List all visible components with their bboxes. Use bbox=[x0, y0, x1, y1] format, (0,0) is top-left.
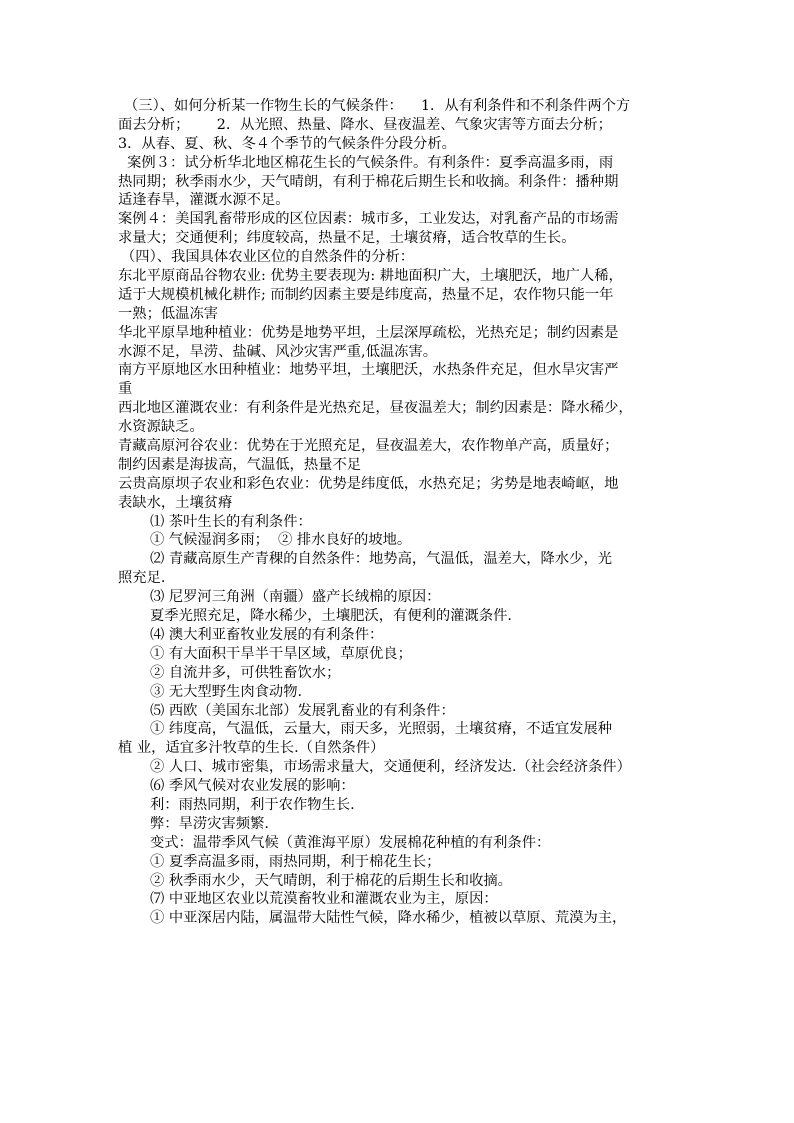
text-line: 3．从春、夏、秋、冬４个季节的气候条件分段分析。 bbox=[118, 135, 456, 152]
text-line: ③ 无大型野生肉食动物. bbox=[150, 683, 303, 700]
text-line: 弊：旱涝灾害频繁. bbox=[150, 815, 269, 832]
text-line: ① 夏季高温多雨，雨热同期，利于棉花生长； bbox=[150, 853, 441, 870]
text-line: 东北平原商品谷物农业: 优势主要表现为: 耕地面积广大，土壤肥沃，地广人稀， bbox=[118, 268, 623, 285]
text-line: 水资源缺乏。 bbox=[118, 419, 204, 436]
text-line: ⑺ 中亚地区农业以荒漠畜牧业和灌溉农业为主，原因： bbox=[150, 891, 498, 908]
text-line: 表缺水，土壤贫瘠 bbox=[118, 494, 233, 511]
text-line: 华北平原旱地种植业：优势是地势平坦，土层深厚疏松，光热充足；制约因素是 bbox=[118, 324, 619, 341]
text-line: 求量大；交通便利；纬度较高，热量不足，土壤贫瘠，适合牧草的生长。 bbox=[118, 230, 576, 247]
text-line: 青藏高原河谷农业：优势在于光照充足，昼夜温差大，农作物单产高，质量好； bbox=[118, 438, 619, 455]
text-line: ⑸ 西欧（美国东北部）发展乳畜业的有利条件： bbox=[150, 702, 455, 719]
text-line: 重 bbox=[118, 381, 133, 398]
text-line: ① 中亚深居内陆，属温带大陆性气候，降水稀少，植被以草原、荒漠为主， bbox=[150, 910, 627, 927]
text-line: 西北地区灌溉农业：有利条件是光热充足，昼夜温差大；制约因素是：降水稀少， bbox=[118, 400, 633, 417]
text-line: ⑵ 青藏高原生产青稞的自然条件：地势高，气温低，温差大，降水少，光 bbox=[150, 551, 613, 568]
text-line: ② 自流井多，可供牲畜饮水； bbox=[150, 664, 341, 681]
text-line: 案例４：美国乳畜带形成的区位因素：城市多，工业发达，对乳畜产品的市场需 bbox=[118, 211, 619, 228]
text-line: ① 有大面积干旱半干旱区域，草原优良； bbox=[150, 645, 412, 662]
text-line: 南方平原地区水田种植业：地势平坦，土壤肥沃，水热条件充足，但水旱灾害严 bbox=[118, 362, 619, 379]
text-line: （三）、如何分析某一作物生长的气候条件： 1．从有利条件和不利条件两个方 bbox=[124, 98, 631, 114]
text-line: ② 秋季雨水少，天气晴朗，利于棉花的后期生长和收摘。 bbox=[150, 872, 512, 889]
text-line: 照充足. bbox=[118, 570, 166, 587]
text-line: ⑷ 澳大利亚畜牧业发展的有利条件： bbox=[150, 626, 384, 643]
text-line: 案例３：试分析华北地区棉花生长的气候条件。有利条件：夏季高温多雨，雨 bbox=[118, 154, 614, 171]
text-line: 夏季光照充足，降水稀少，土壤肥沃，有便利的灌溉条件. bbox=[150, 608, 512, 625]
document-body bbox=[118, 97, 678, 928]
text-line: 水源不足，旱涝、盐碱、风沙灾害严重,低温冻害。 bbox=[118, 343, 438, 360]
text-line: 适逢春旱，灌溉水源不足。 bbox=[118, 192, 290, 209]
text-line: 云贵高原坝子农业和彩色农业：优势是纬度低，水热充足；劣势是地表崎岖，地 bbox=[118, 475, 619, 492]
text-line: 植 业，适宜多汁牧草的生长.（自然条件） bbox=[118, 740, 385, 757]
text-line: ⑴ 茶叶生长的有利条件： bbox=[150, 513, 312, 530]
text-line: 制约因素是海拔高，气温低，热量不足 bbox=[118, 456, 362, 473]
text-line: 热同期；秋季雨水少，天气晴朗，有利于棉花后期生长和收摘。利条件：播种期 bbox=[118, 173, 619, 190]
text-line: 一熟；低温冻害 bbox=[118, 305, 219, 322]
text-line: 利：雨热同期，利于农作物生长. bbox=[150, 796, 355, 813]
text-line: 面去分析； 2．从光照、热量、降水、昼夜温差、气象灾害等方面去分析； bbox=[118, 116, 612, 133]
text-line: ① 纬度高，气温低，云量大，雨天多，光照弱，土壤贫瘠，不适宜发展种 bbox=[150, 721, 613, 738]
text-line: ① 气候湿润多雨； ② 排水良好的坡地。 bbox=[150, 532, 412, 549]
text-line: ⑶ 尼罗河三角洲（南疆）盛产长绒棉的原因： bbox=[150, 589, 441, 606]
text-line: ⑹ 季风气候对农业发展的影响： bbox=[150, 778, 355, 795]
text-line: 变式：温带季风气候（黄淮海平原）发展棉花种植的有利条件： bbox=[150, 834, 551, 851]
text-line: （四）、我国具体农业区位的自然条件的分析： bbox=[121, 249, 415, 266]
text-line: ② 人口、城市密集，市场需求量大，交通便利，经济发达.（社会经济条件） bbox=[150, 759, 631, 776]
text-line: 适于大规模机械化耕作; 而制约因素主要是纬度高，热量不足，农作物只能一年 bbox=[118, 286, 614, 303]
